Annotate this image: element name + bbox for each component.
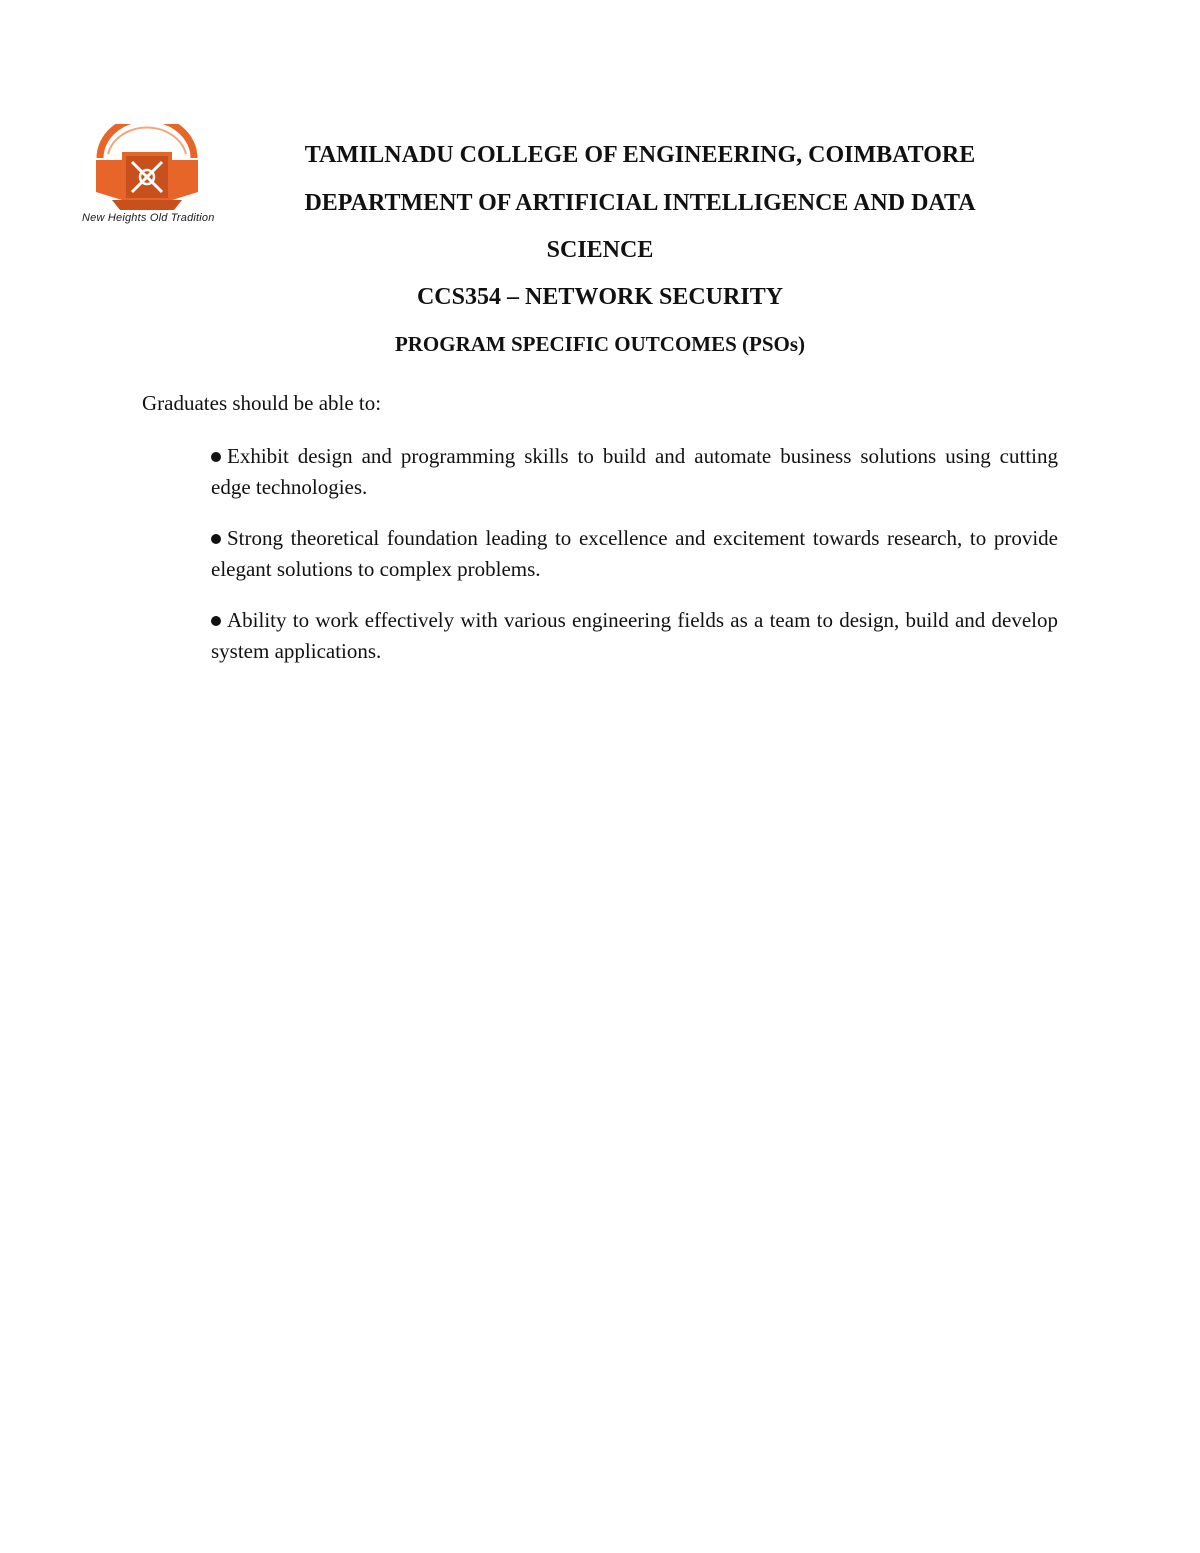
college-logo [82, 124, 215, 230]
course-title: CCS354 – NETWORK SECURITY [416, 284, 784, 310]
outcome-item [211, 441, 1058, 503]
logo-motto: New Heights Old Tradition [82, 212, 215, 224]
outcome-text: Exhibit design and programming skills to build and automate business solutions using cutting edge technologies. [211, 444, 1058, 499]
outcome-item [211, 605, 1058, 667]
outcome-text: Strong theoretical foundation leading to excellence and excitement towards research, to provide elegant solutions to complex problems. [211, 526, 1058, 581]
section-title: PROGRAM SPECIFIC OUTCOMES (PSOs) [394, 332, 806, 356]
bullet-icon [211, 616, 221, 626]
bullet-icon [211, 534, 221, 544]
outcome-text: Ability to work effectively with various engineering fields as a team to design, build and develop system applications. [211, 608, 1058, 663]
bullet-icon [211, 452, 221, 462]
department-name-line-2: SCIENCE [546, 237, 654, 263]
outcomes-list [211, 441, 1058, 687]
college-name: TAMILNADU COLLEGE OF ENGINEERING, COIMBATORE [304, 142, 976, 168]
intro-text: Graduates should be able to: [142, 391, 382, 415]
college-emblem-icon [82, 124, 212, 212]
department-name-line-1: DEPARTMENT OF ARTIFICIAL INTELLIGENCE AND DATA [304, 190, 976, 216]
outcome-item [211, 523, 1058, 585]
